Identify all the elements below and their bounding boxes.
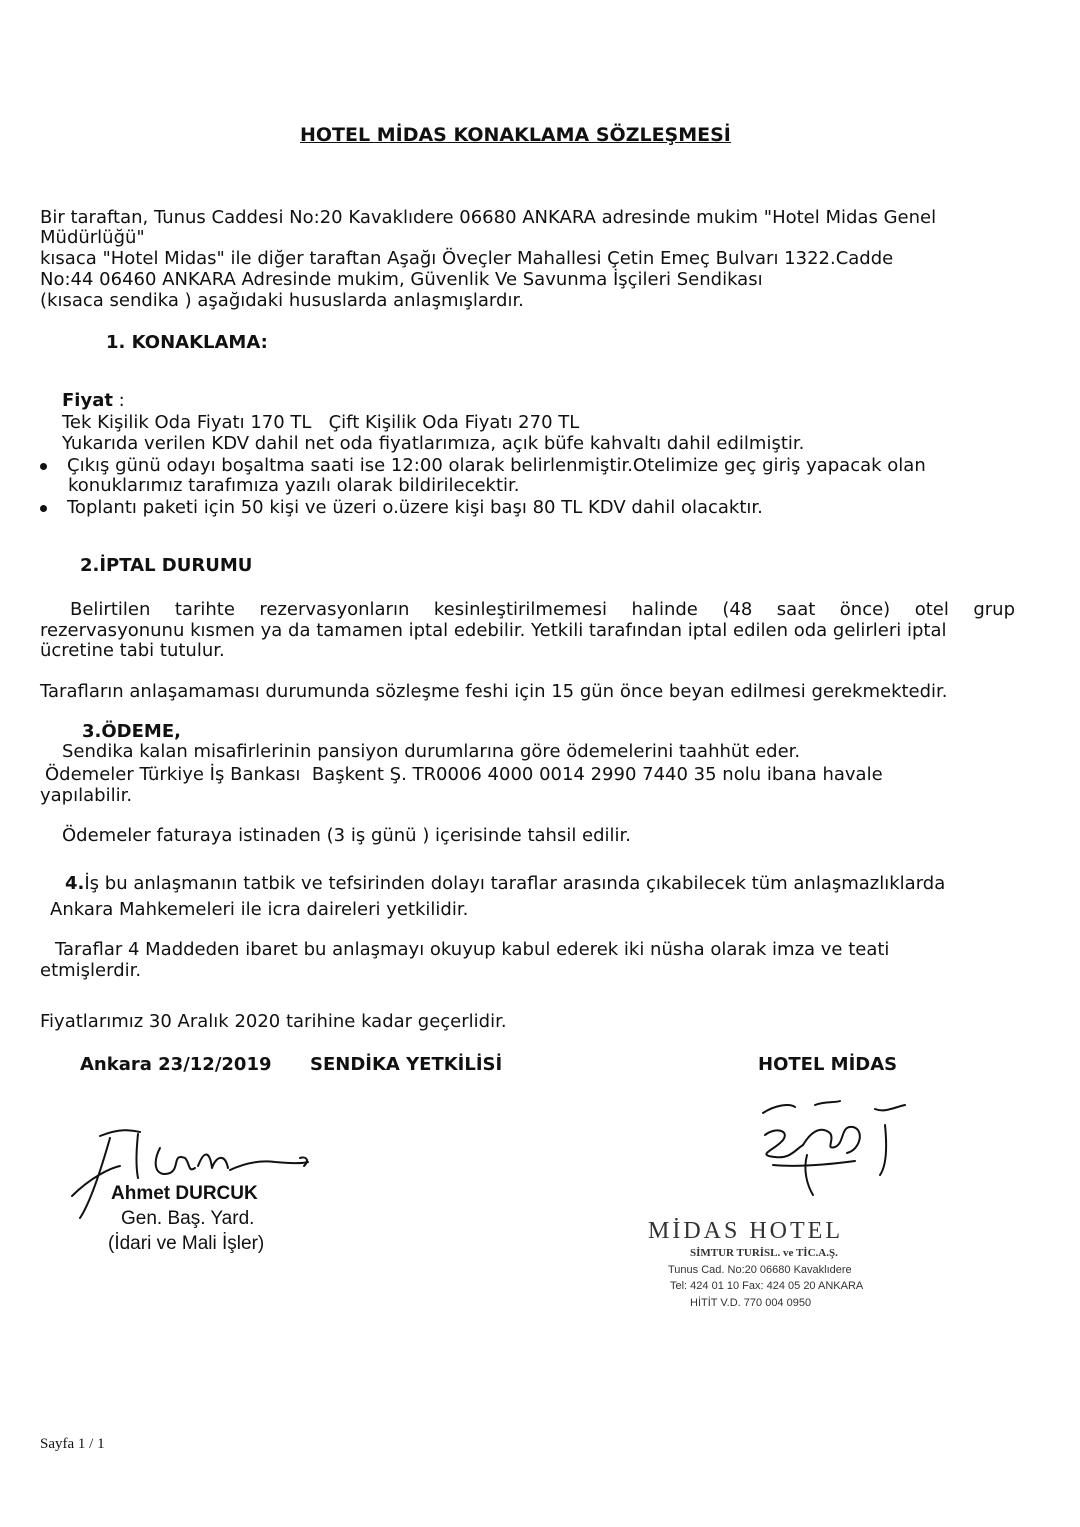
bullet-dot (40, 505, 47, 512)
intro-line-2: Müdürlüğü" (40, 227, 145, 248)
union-signer-dept: (İdari ve Mali İşler) (108, 1233, 265, 1254)
section-3-heading: 3.ÖDEME, (82, 721, 181, 742)
bullet-meeting (40, 498, 763, 517)
payment-line-2: Ödemeler Türkiye İş Bankası Başkent Ş. TR0006 4000 0014 2990 7440 35 nolu ibana havale (45, 764, 883, 785)
hotel-signature (735, 1095, 920, 1205)
union-label: SENDİKA YETKİLİSİ (310, 1054, 503, 1075)
payment-line-3: yapılabilir. (40, 785, 133, 806)
price-colon: : (112, 390, 125, 411)
closing-line-2: etmişlerdir. (40, 960, 142, 981)
section-2-heading: 2.İPTAL DURUMU (80, 555, 253, 576)
document-title: HOTEL MİDAS KONAKLAMA SÖZLEŞMESİ (300, 124, 731, 146)
section-1-heading: 1. KONAKLAMA: (106, 332, 268, 353)
place-date: Ankara 23/12/2019 (80, 1054, 272, 1075)
bullet-dot (40, 463, 47, 470)
price-label-row (62, 391, 125, 410)
section-4-line-2: Ankara Mahkemeleri ile icra daireleri yetkilidir. (50, 899, 469, 920)
section-4-line-1: İş bu anlaşmanın tatbik ve tefsirinden dolayı taraflar arasında çıkabilecek tüm anlaşmazlıklarda (84, 873, 946, 894)
cancel-para-line-2: rezervasyonunu kısmen ya da tamamen iptal edebilir. Yetkili tarafından iptal edilen oda gelirleri iptal (40, 620, 947, 641)
section-4-number: 4. (65, 873, 85, 894)
stamp-tax: HİTİT V.D. 770 004 0950 (690, 1297, 812, 1309)
hotel-label: HOTEL MİDAS (758, 1054, 898, 1075)
payment-line-4: Ödemeler faturaya istinaden (3 iş günü ) içerisinde tahsil edilir. (62, 825, 632, 846)
room-price-line: Tek Kişilik Oda Fiyatı 170 TL Çift Kişilik Oda Fiyatı 270 TL (62, 412, 580, 433)
union-signer-name: Ahmet DURCUK (111, 1183, 258, 1204)
stamp-phone: Tel: 424 01 10 Fax: 424 05 20 ANKARA (670, 1280, 864, 1292)
payment-line-1: Sendika kalan misafirlerinin pansiyon durumlarına göre ödemelerini taahhüt eder. (62, 741, 801, 762)
section-4-line-1-row (65, 874, 945, 893)
vat-line: Yukarıda verilen KDV dahil net oda fiyatlarımıza, açık büfe kahvaltı dahil edilmiştir. (62, 433, 805, 454)
bullet-checkout-line-1: Çıkış günü odayı boşaltma saati ise 12:00 olarak belirlenmiştir.Otelimize geç giriş yapacak olan (67, 455, 926, 476)
stamp-hotel-name: MİDAS HOTEL (648, 1218, 843, 1244)
intro-line-3: kısaca "Hotel Midas" ile diğer taraftan Aşağı Öveçler Mahallesi Çetin Emeç Bulvarı 1322.Cadde (40, 248, 894, 269)
closing-line-1: Taraflar 4 Maddeden ibaret bu anlaşmayı okuyup kabul ederek iki nüsha olarak imza ve teati (55, 939, 890, 960)
bullet-meeting-text: Toplantı paketi için 50 kişi ve üzeri o.üzere kişi başı 80 TL KDV dahil olacaktır. (67, 497, 763, 518)
intro-line-4: No:44 06460 ANKARA Adresinde mukim, Güvenlik Ve Savunma İşçileri Sendikası (40, 269, 763, 290)
price-label: Fiyat (62, 390, 113, 411)
union-signer-title: Gen. Baş. Yard. (121, 1208, 255, 1229)
bullet-checkout-line-2: konuklarımız tarafımıza yazılı olarak bildirilecektir. (68, 475, 520, 496)
page-number: Sayfa 1 / 1 (40, 1436, 105, 1452)
intro-line-1: Bir taraftan, Tunus Caddesi No:20 Kavaklıdere 06680 ANKARA adresinde mukim "Hotel Midas Genel (40, 207, 937, 228)
intro-line-5: (kısaca sendika ) aşağıdaki hususlarda anlaşmışlardır. (40, 290, 524, 311)
cancel-para-line-3: ücretine tabi tutulur. (40, 640, 225, 661)
bullet-checkout (40, 456, 926, 475)
termination-line: Tarafların anlaşamaması durumunda sözleşme feshi için 15 gün önce beyan edilmesi gerekmektedir. (40, 681, 948, 702)
stamp-address: Tunus Cad. No:20 06680 Kavaklıdere (668, 1264, 852, 1276)
validity-line: Fiyatlarımız 30 Aralık 2020 tarihine kadar geçerlidir. (40, 1011, 507, 1032)
stamp-company: SİMTUR TURİSL. ve TİC.A.Ş. (690, 1247, 838, 1259)
cancel-para-line-1: Belirtilen tarihte rezervasyonların kesinleştirilmemesi halinde (48 saat önce) otel grup (70, 599, 1015, 620)
